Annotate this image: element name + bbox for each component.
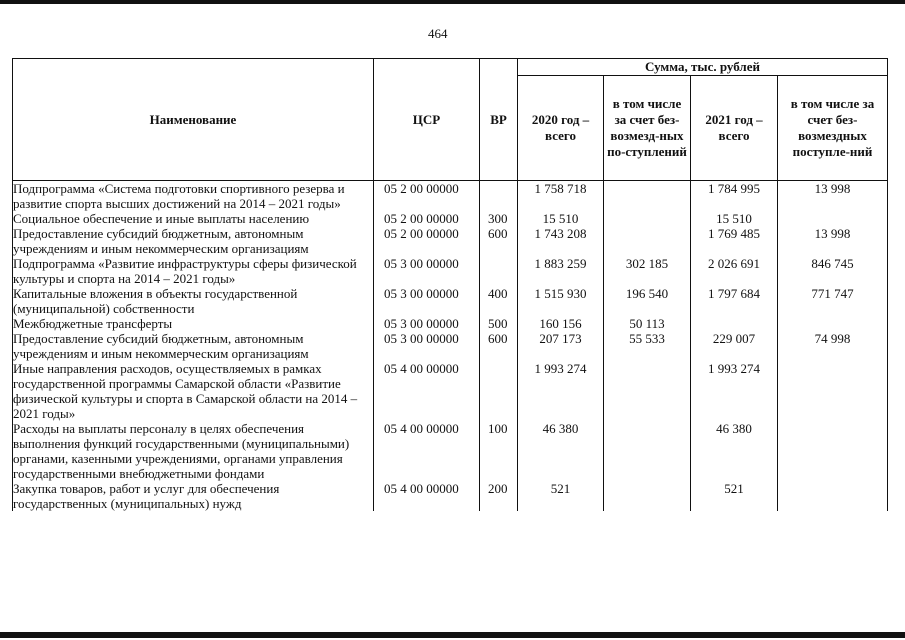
row-vr: 300 — [480, 211, 518, 226]
table-row — [13, 256, 888, 286]
row-name: Межбюджетные трансферты — [13, 316, 374, 331]
table-row — [13, 286, 888, 316]
row-name: Предоставление субсидий бюджетным, автономным учреждениям и иным некоммерческим организациям — [13, 331, 374, 361]
row-2020-total: 521 — [518, 481, 604, 511]
row-2021-total: 1 797 684 — [691, 286, 778, 316]
row-2021-free — [778, 211, 888, 226]
table-row — [13, 181, 888, 212]
table-row — [13, 211, 888, 226]
row-csr: 05 3 00 00000 — [374, 331, 480, 361]
row-2020-total: 207 173 — [518, 331, 604, 361]
table-row — [13, 226, 888, 256]
row-vr: 600 — [480, 226, 518, 256]
row-csr: 05 3 00 00000 — [374, 286, 480, 316]
row-csr: 05 2 00 00000 — [374, 226, 480, 256]
header-2020-total: 2020 год – всего — [518, 76, 604, 181]
header-2021-free: в том числе за счет без-возмездных поступле-ний — [778, 76, 888, 181]
table-row — [13, 331, 888, 361]
row-2021-total: 46 380 — [691, 421, 778, 481]
row-2021-free: 74 998 — [778, 331, 888, 361]
row-2020-total: 1 515 930 — [518, 286, 604, 316]
row-2021-free — [778, 361, 888, 421]
row-2020-free — [604, 211, 691, 226]
row-name: Закупка товаров, работ и услуг для обеспечения государственных (муниципальных) нужд — [13, 481, 374, 511]
header-vr: ВР — [480, 59, 518, 181]
row-2020-total: 1 758 718 — [518, 181, 604, 212]
row-vr: 200 — [480, 481, 518, 511]
row-name: Расходы на выплаты персоналу в целях обеспечения выполнения функций государственными (муниципальными) органами, казенными учреждениями, органами управления государственными внебюджетными фондами — [13, 421, 374, 481]
row-name: Подпрограмма «Развитие инфраструктуры сферы физической культуры и спорта на 2014 – 2021 годы» — [13, 256, 374, 286]
row-2020-total: 1 883 259 — [518, 256, 604, 286]
row-2021-total — [691, 316, 778, 331]
row-csr: 05 4 00 00000 — [374, 361, 480, 421]
row-vr: 100 — [480, 421, 518, 481]
row-vr — [480, 256, 518, 286]
row-csr: 05 3 00 00000 — [374, 256, 480, 286]
row-2020-free — [604, 181, 691, 212]
row-2020-total: 15 510 — [518, 211, 604, 226]
row-csr: 05 2 00 00000 — [374, 211, 480, 226]
row-2021-total: 1 784 995 — [691, 181, 778, 212]
row-2021-free: 846 745 — [778, 256, 888, 286]
row-name: Предоставление субсидий бюджетным, автономным учреждениям и иным некоммерческим организациям — [13, 226, 374, 256]
row-2021-free: 13 998 — [778, 226, 888, 256]
header-2020-free: в том числе за счет без-возмезд-ных по-ступлений — [604, 76, 691, 181]
row-2020-total: 46 380 — [518, 421, 604, 481]
row-vr: 600 — [480, 331, 518, 361]
row-2021-total: 521 — [691, 481, 778, 511]
row-2020-free: 196 540 — [604, 286, 691, 316]
row-2020-free — [604, 361, 691, 421]
top-rule — [0, 0, 905, 4]
row-csr: 05 2 00 00000 — [374, 181, 480, 212]
bottom-rule — [0, 632, 905, 638]
table-row — [13, 421, 888, 481]
header-csr: ЦСР — [374, 59, 480, 181]
row-name: Капитальные вложения в объекты государственной (муниципальной) собственности — [13, 286, 374, 316]
row-vr: 400 — [480, 286, 518, 316]
row-csr: 05 4 00 00000 — [374, 481, 480, 511]
row-2021-total: 1 769 485 — [691, 226, 778, 256]
row-2021-total: 1 993 274 — [691, 361, 778, 421]
header-sum-group: Сумма, тыс. рублей — [518, 59, 888, 76]
row-2020-free: 55 533 — [604, 331, 691, 361]
header-name: Наименование — [13, 59, 374, 181]
row-vr: 500 — [480, 316, 518, 331]
page-number: 464 — [428, 26, 448, 41]
row-csr: 05 3 00 00000 — [374, 316, 480, 331]
row-2020-total: 160 156 — [518, 316, 604, 331]
row-2020-free: 302 185 — [604, 256, 691, 286]
row-2021-total: 2 026 691 — [691, 256, 778, 286]
row-vr — [480, 181, 518, 212]
row-2021-total: 229 007 — [691, 331, 778, 361]
row-2020-total: 1 743 208 — [518, 226, 604, 256]
row-2020-free — [604, 226, 691, 256]
row-2021-free — [778, 481, 888, 511]
budget-table — [12, 58, 888, 511]
row-name: Подпрограмма «Система подготовки спортивного резерва и развитие спорта высших достижений на 2014 – 2021 годы» — [13, 181, 374, 212]
row-name: Иные направления расходов, осуществляемых в рамках государственной программы Самарской области «Развитие физической культуры и спорта в Самарской области на 2014 – 2021 годы» — [13, 361, 374, 421]
row-2020-free — [604, 481, 691, 511]
row-2021-total: 15 510 — [691, 211, 778, 226]
row-name: Социальное обеспечение и иные выплаты населению — [13, 211, 374, 226]
row-2021-free — [778, 421, 888, 481]
row-2021-free: 771 747 — [778, 286, 888, 316]
table-row — [13, 481, 888, 511]
row-2020-free — [604, 421, 691, 481]
header-2021-total: 2021 год – всего — [691, 76, 778, 181]
row-2020-total: 1 993 274 — [518, 361, 604, 421]
table-row — [13, 316, 888, 331]
row-2021-free — [778, 316, 888, 331]
row-2021-free: 13 998 — [778, 181, 888, 212]
row-csr: 05 4 00 00000 — [374, 421, 480, 481]
row-vr — [480, 361, 518, 421]
table-row — [13, 361, 888, 421]
row-2020-free: 50 113 — [604, 316, 691, 331]
